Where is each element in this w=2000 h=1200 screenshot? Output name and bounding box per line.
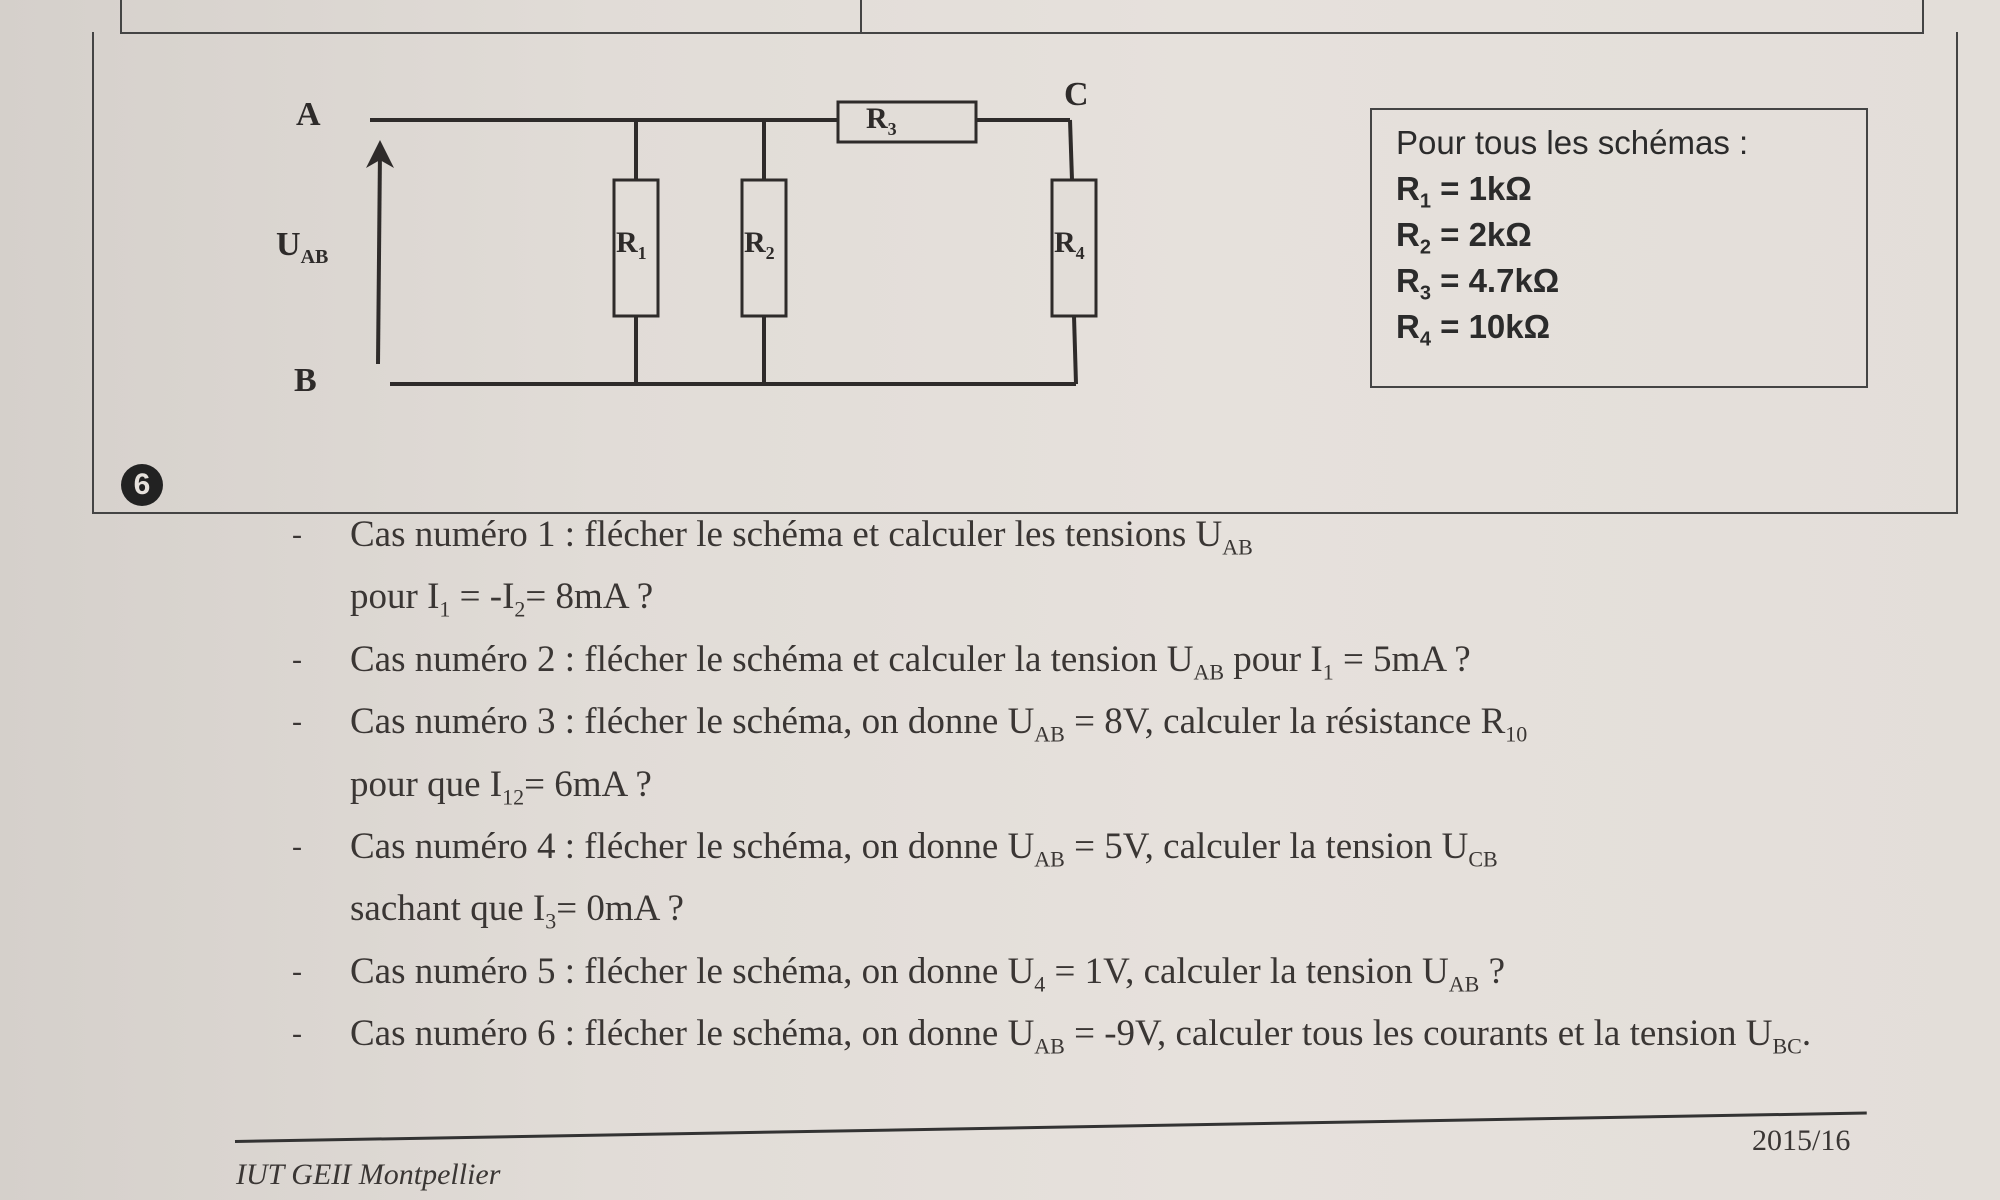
question-item bbox=[292, 822, 1850, 947]
bullet-dash: - bbox=[292, 829, 302, 863]
values-box-title: Pour tous les schémas : bbox=[1396, 124, 1749, 161]
question-item bbox=[292, 947, 1850, 1009]
question-line: Cas numéro 4 : flécher le schéma, on donne $U_{AB} = 5V$, calculer la tension $U_{CB}$ bbox=[350, 825, 1498, 872]
node-a-label: A bbox=[296, 96, 321, 133]
question-item bbox=[292, 510, 1850, 635]
uab-arrow-line bbox=[378, 150, 380, 364]
question-line: Cas numéro 1 : flécher le schéma et calculer les tensions $U_{AB}$ bbox=[350, 514, 1253, 560]
bullet-dash: - bbox=[292, 954, 302, 988]
question-line: Cas numéro 5 : flécher le schéma, on donne $U_4 = 1V$, calculer la tension $U_{AB}$ ? bbox=[350, 950, 1505, 997]
exercise-number-badge: 6 bbox=[121, 464, 163, 506]
question-item bbox=[292, 697, 1850, 822]
value-r1: $R_1 = 1k\Omega$ bbox=[1396, 170, 1532, 213]
resistor-values-box bbox=[1370, 108, 1868, 388]
r3-label: $R_3$ bbox=[866, 102, 897, 139]
value-r4: $R_4 = 10k\Omega$ bbox=[1396, 308, 1551, 351]
bullet-dash: - bbox=[292, 642, 302, 676]
r1-label: $R_1$ bbox=[616, 226, 647, 263]
footer-school: IUT GEII Montpellier bbox=[236, 1158, 501, 1191]
question-line: pour $I_1 = -I_2= 8mA$ ? bbox=[350, 576, 654, 622]
question-line: sachant que $I_3= 0mA$ ? bbox=[350, 888, 684, 934]
uab-label: $U_{AB}$ bbox=[276, 226, 329, 268]
question-line: Cas numéro 3 : flécher le schéma, on donne $U_{AB} = 8V$, calculer la résistance $R_{10}$ bbox=[350, 701, 1528, 747]
question-item bbox=[292, 635, 1850, 697]
resistor-r3 bbox=[838, 102, 976, 142]
wire-r4-bottom bbox=[1074, 316, 1076, 384]
node-b-label: B bbox=[294, 362, 317, 399]
question-line: pour que $I_{12}= 6mA$ ? bbox=[350, 763, 652, 809]
value-r2: $R_2 = 2k\Omega$ bbox=[1396, 216, 1532, 259]
bullet-dash: - bbox=[292, 705, 302, 739]
value-r3: $R_3 = 4.7k\Omega$ bbox=[1396, 262, 1560, 305]
r2-label: $R_2$ bbox=[744, 226, 775, 263]
question-line: Cas numéro 6 : flécher le schéma, on donne $U_{AB} = -9V$, calculer tous les courants et la tension $U_{BC}$. bbox=[350, 1013, 1812, 1059]
wire-c-down bbox=[1070, 120, 1072, 180]
bullet-dash: - bbox=[292, 518, 302, 551]
question-list bbox=[292, 510, 1850, 1072]
question-line: Cas numéro 2 : flécher le schéma et calculer la tension $U_{AB}$ pour $I_1 = 5mA$ ? bbox=[350, 638, 1471, 685]
question-item bbox=[292, 1009, 1850, 1071]
footer-year: 2015/16 bbox=[1752, 1124, 1851, 1157]
r4-label: $R_4$ bbox=[1054, 226, 1085, 263]
node-c-label: C bbox=[1064, 76, 1089, 113]
bullet-dash: - bbox=[292, 1017, 302, 1051]
